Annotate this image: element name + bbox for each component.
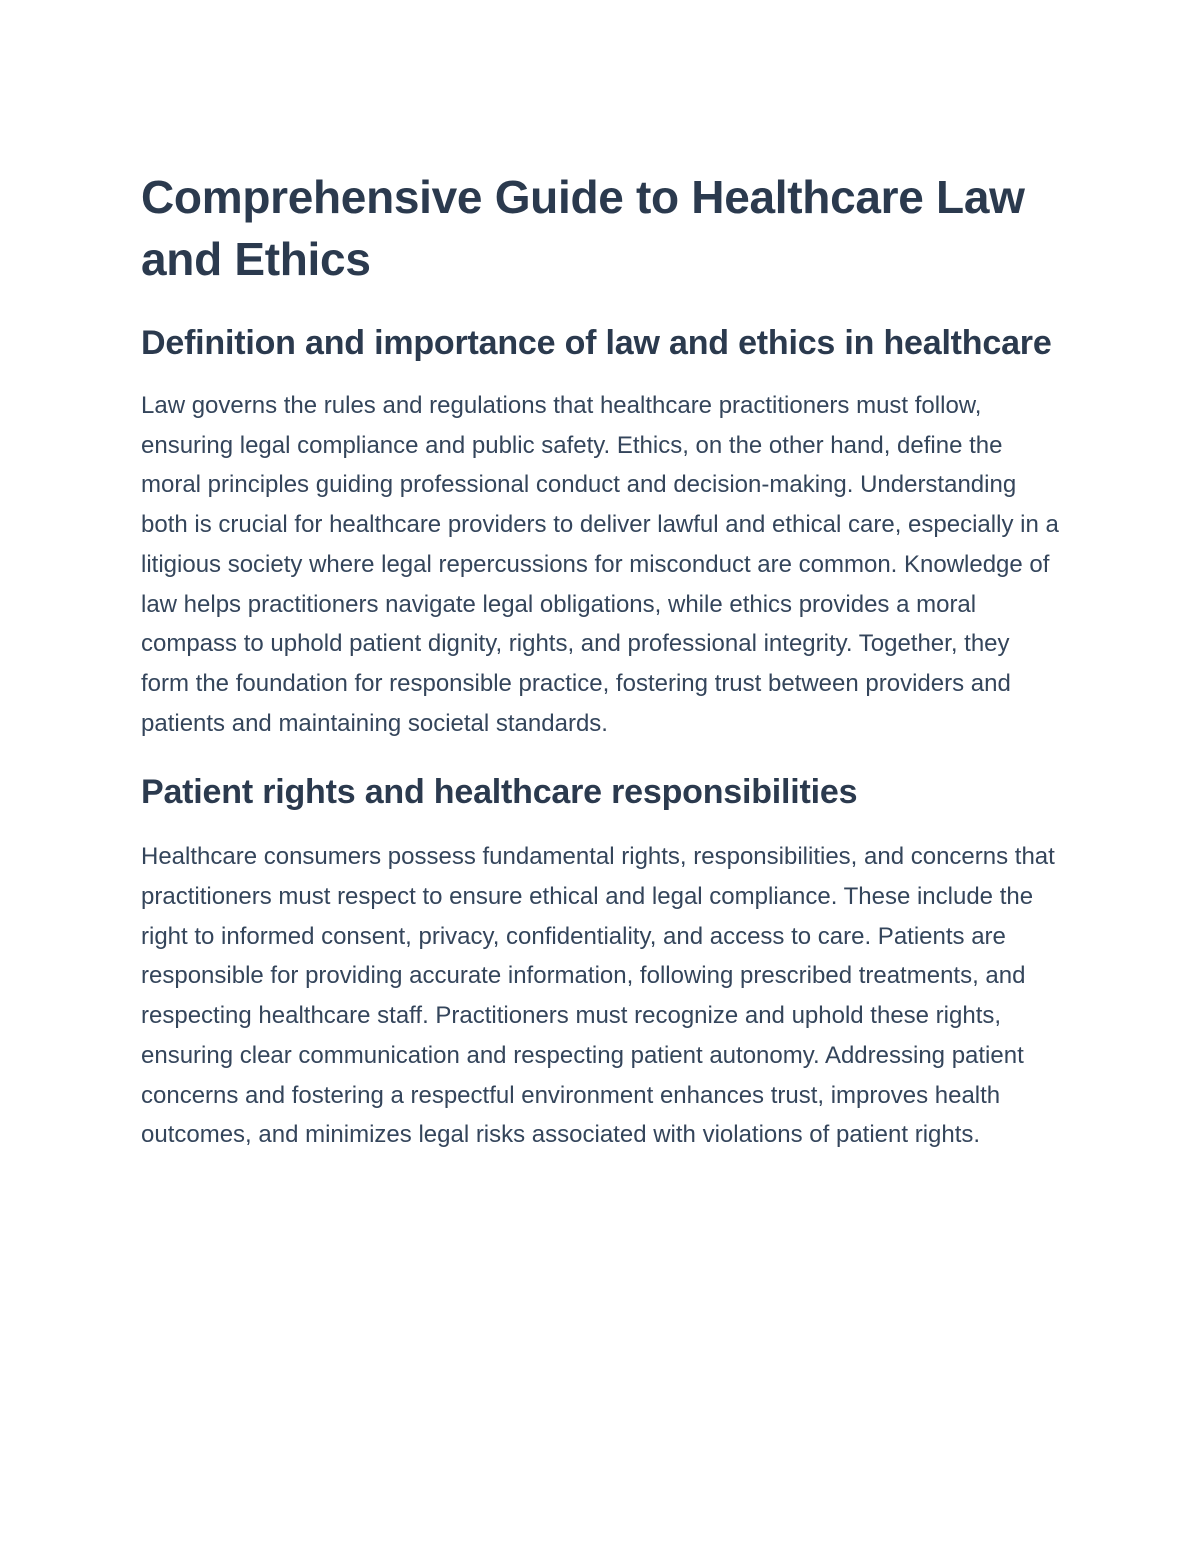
section-patient-rights [141, 763, 1061, 1155]
section-paragraph: Law governs the rules and regulations that healthcare practitioners must follow, ensuring legal compliance and public safety. Ethics, on the other hand, define the moral principles guiding professional conduct and decision-making. Understanding both is crucial for healthcare providers to deliver lawful and ethical care, especially in a litigious society where legal repercussions for misconduct are common. Knowledge of law helps practitioners navigate legal obligations, while ethics provides a moral compass to uphold patient dignity, rights, and professional integrity. Together, they form the foundation for responsible practice, fostering trust between providers and patients and maintaining societal standards. [141, 392, 1059, 737]
section-paragraph: Healthcare consumers possess fundamental rights, responsibilities, and concerns that practitioners must respect to ensure ethical and legal compliance. These include the right to informed consent, privacy, confidentiality, and access to care. Patients are responsible for providing accurate information, following prescribed treatments, and respecting healthcare staff. Practitioners must recognize and uphold these rights, ensuring clear communication and respecting patient autonomy. Addressing patient concerns and fostering a respectful environment enhances trust, improves health outcomes, and minimizes legal risks associated with violations of patient rights. [141, 843, 1055, 1149]
section-law-ethics-definition [141, 314, 1061, 743]
document-title: Comprehensive Guide to Healthcare Law and Ethics [141, 171, 1025, 285]
document-content [141, 166, 1061, 1155]
section-heading: Definition and importance of law and ethics in healthcare [141, 324, 1052, 362]
section-heading: Patient rights and healthcare responsibilities [141, 773, 858, 812]
